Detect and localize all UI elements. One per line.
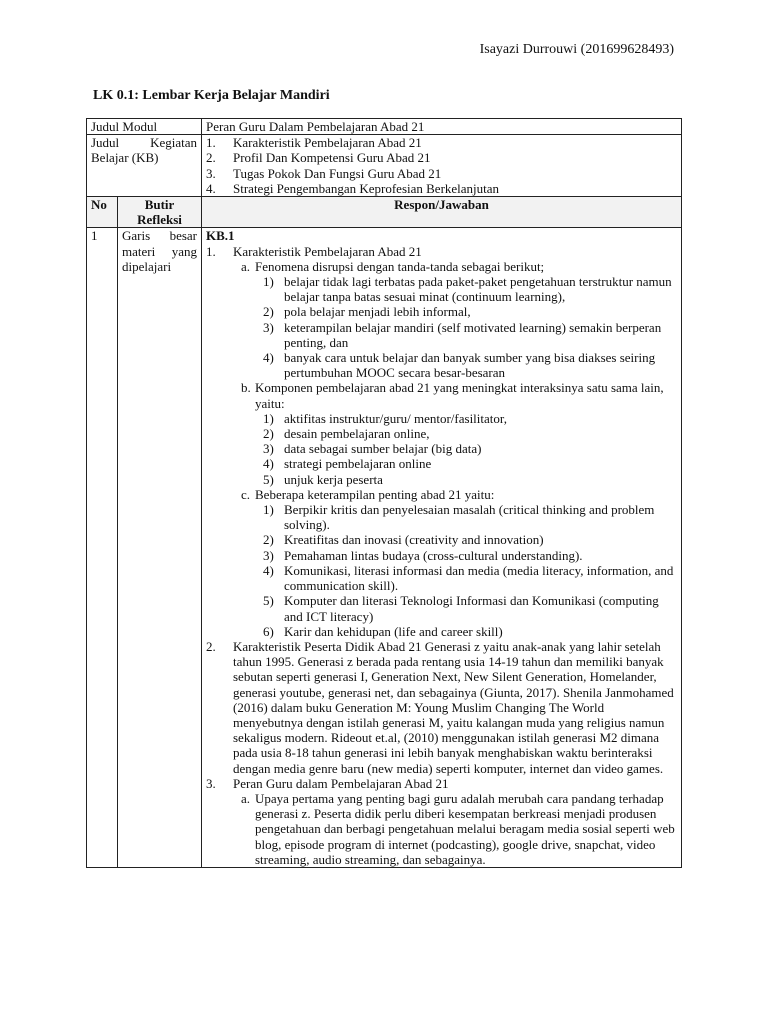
module-title-row xyxy=(87,119,682,135)
response-section xyxy=(206,639,677,776)
activity-list-number: 4. xyxy=(206,180,216,196)
subsection-item-number: 3) xyxy=(263,441,274,457)
subsection-item-text: Karir dan kehidupan (life and career skill) xyxy=(284,623,503,639)
row-number: 1 xyxy=(87,228,118,868)
subsection-text: Fenomena disrupsi dengan tanda-tanda sebagai berikut; xyxy=(255,258,545,274)
subsection-item xyxy=(206,456,677,471)
subsection-item-text: keterampilan belajar mandiri (self motivated learning) semakin berperan penting, dan xyxy=(284,319,662,350)
subsection-item-number: 3) xyxy=(263,319,274,335)
subsection-item-number: 6) xyxy=(263,623,274,639)
activity-list-cell xyxy=(202,135,682,197)
author-name: Isayazi Durrouwi (201699628493) xyxy=(479,42,674,57)
subsection-letter: a. xyxy=(241,258,251,274)
section-number: 1. xyxy=(206,243,216,259)
subsection-item-text: unjuk kerja peserta xyxy=(284,471,383,487)
module-title-value: Peran Guru Dalam Pembelajaran Abad 21 xyxy=(202,119,682,135)
reflection-row xyxy=(87,228,682,868)
subsection-item xyxy=(206,441,677,456)
subsection-item-text: aktifitas instruktur/guru/ mentor/fasilitator, xyxy=(284,410,507,426)
section-heading xyxy=(206,776,677,791)
subsection-item xyxy=(206,320,677,350)
subsection-item-number: 1) xyxy=(263,410,274,426)
subsection-item xyxy=(206,532,677,547)
activity-list-text: Profil Dan Kompetensi Guru Abad 21 xyxy=(233,150,431,166)
subsection-letter: c. xyxy=(241,486,251,502)
subsection-text: Beberapa keterampilan penting abad 21 yaitu: xyxy=(255,486,495,502)
document-title: LK 0.1: Lembar Kerja Belajar Mandiri xyxy=(93,88,330,103)
section-number: 3. xyxy=(206,775,216,791)
subsection-item-number: 3) xyxy=(263,547,274,563)
response-cell xyxy=(202,228,682,868)
subsection-item-text: Kreatifitas dan inovasi (creativity and innovation) xyxy=(284,532,544,548)
module-title-label: Judul Modul xyxy=(87,119,202,135)
activity-list-item xyxy=(206,181,677,196)
subsection-item-number: 4) xyxy=(263,562,274,578)
activity-list-text: Tugas Pokok Dan Fungsi Guru Abad 21 xyxy=(233,165,442,181)
subsection-item-text: pola belajar menjadi lebih informal, xyxy=(284,304,471,320)
section-number: 2. xyxy=(206,638,216,654)
kb-heading: KB.1 xyxy=(206,228,235,244)
activity-list xyxy=(206,135,677,196)
activity-title-label: Judul Kegiatan Belajar (KB) xyxy=(87,135,202,197)
header-no: No xyxy=(87,197,118,228)
subsection-letter: a. xyxy=(241,790,251,806)
header-butir: Butir Refleksi xyxy=(118,197,202,228)
header-row xyxy=(87,197,682,228)
section-heading xyxy=(206,639,677,776)
activity-list-item xyxy=(206,150,677,165)
subsection-item-text: Komunikasi, literasi informasi dan media (media literacy, information, and communication skill). xyxy=(284,562,674,594)
subsection-item-number: 2) xyxy=(263,532,274,548)
subsection-item xyxy=(206,502,677,532)
activity-list-item xyxy=(206,135,677,150)
subsection-item-text: Pemahaman lintas budaya (cross-cultural understanding). xyxy=(284,547,583,563)
subsection-item xyxy=(206,411,677,426)
subsection-item-number: 5) xyxy=(263,471,274,487)
section-title: Peran Guru dalam Pembelajaran Abad 21 xyxy=(233,775,449,791)
response-section xyxy=(206,244,677,639)
subsection-item xyxy=(206,593,677,623)
activity-title-row xyxy=(87,135,682,197)
subsection-text: Upaya pertama yang penting bagi guru adalah merubah cara pandang terhadap generasi z. Peserta didik perlu diberi kesempatan berkreasi menjadi produsen pengetahuan dan berbagi pengetahuan melalui beragam media sosial seperti web blog, episode program di internet (podcasting), google drive, snapchat, video streaming, audio streaming, dan sebagainya. xyxy=(255,790,675,867)
response-section xyxy=(206,776,677,867)
subsection-item-text: belajar tidak lagi terbatas pada paket-paket pengetahuan terstruktur namun belajar tanpa batas sesuai minat (continuum learning), xyxy=(284,274,672,305)
activity-list-text: Strategi Pengembangan Keprofesian Berkelanjutan xyxy=(233,180,500,196)
subsection-item xyxy=(206,274,677,304)
subsection-item xyxy=(206,563,677,593)
subsection-item-number: 4) xyxy=(263,456,274,472)
activity-list-item xyxy=(206,166,677,181)
subsection-item-number: 2) xyxy=(263,426,274,442)
section-title: Karakteristik Peserta Didik Abad 21 Generasi z yaitu anak-anak yang lahir setelah tahun 1995. Generasi z berada pada rentang usia 14-19 tahun dan memiliki banyak sebutan seperti generasi I, Generation Next, New Silent Generation, Homelander, generasi youtube, generasi net, dan sebagainya (Giunta, 2017). Shenila Janmohamed (2016) dalam buku Generation M: Young Muslim Changing The World menyebutnya dengan istilah generasi M, yaitu kalangan muda yang religius namun sekaligus modern. Rideout et.al, (2010) menggunakan istilah generasi M2 dimana pada usia 8-18 tahun generasi ini lebih banyak menghabiskan waktu berinteraksi dengan media genre baru (new media) seperti komputer, internet dan video games. xyxy=(233,638,674,776)
activity-list-text: Karakteristik Pembelajaran Abad 21 xyxy=(233,135,422,151)
subsection-item-number: 1) xyxy=(263,502,274,518)
subsection-item xyxy=(206,350,677,380)
subsection-item-number: 1) xyxy=(263,274,274,290)
activity-list-number: 1. xyxy=(206,135,216,151)
subsection-item-text: banyak cara untuk belajar dan banyak sumber yang bisa diakses seiring pertumbuhan MOOC secara besar-besaran xyxy=(284,350,656,381)
subsection-item-text: Komputer dan literasi Teknologi Informasi dan Komunikasi (computing and ICT literacy) xyxy=(284,593,659,624)
subsection-item-text: data sebagai sumber belajar (big data) xyxy=(284,441,482,457)
subsection-item xyxy=(206,548,677,563)
subsection xyxy=(206,259,677,274)
subsection xyxy=(206,380,677,410)
header-respon: Respon/Jawaban xyxy=(202,197,682,228)
subsection-item xyxy=(206,472,677,487)
worksheet-table xyxy=(86,118,682,868)
row-butir: Garis besar materi yang dipelajari xyxy=(118,228,202,868)
subsection-item-number: 5) xyxy=(263,593,274,609)
subsection-item-number: 4) xyxy=(263,350,274,366)
section-heading xyxy=(206,244,677,259)
subsection xyxy=(206,487,677,502)
subsection-item xyxy=(206,304,677,319)
subsection-letter: b. xyxy=(241,380,251,396)
response-sections xyxy=(206,244,677,867)
subsection xyxy=(206,791,677,867)
subsection-item-text: desain pembelajaran online, xyxy=(284,426,430,442)
subsection-item-number: 2) xyxy=(263,304,274,320)
subsection-text: Komponen pembelajaran abad 21 yang meningkat interaksinya satu sama lain, yaitu: xyxy=(255,380,664,411)
subsection-item xyxy=(206,624,677,639)
activity-list-number: 3. xyxy=(206,165,216,181)
subsection-item xyxy=(206,426,677,441)
subsection-item-text: strategi pembelajaran online xyxy=(284,456,432,472)
section-title: Karakteristik Pembelajaran Abad 21 xyxy=(233,243,422,259)
activity-list-number: 2. xyxy=(206,150,216,166)
subsection-item-text: Berpikir kritis dan penyelesaian masalah (critical thinking and problem solving). xyxy=(284,502,655,533)
